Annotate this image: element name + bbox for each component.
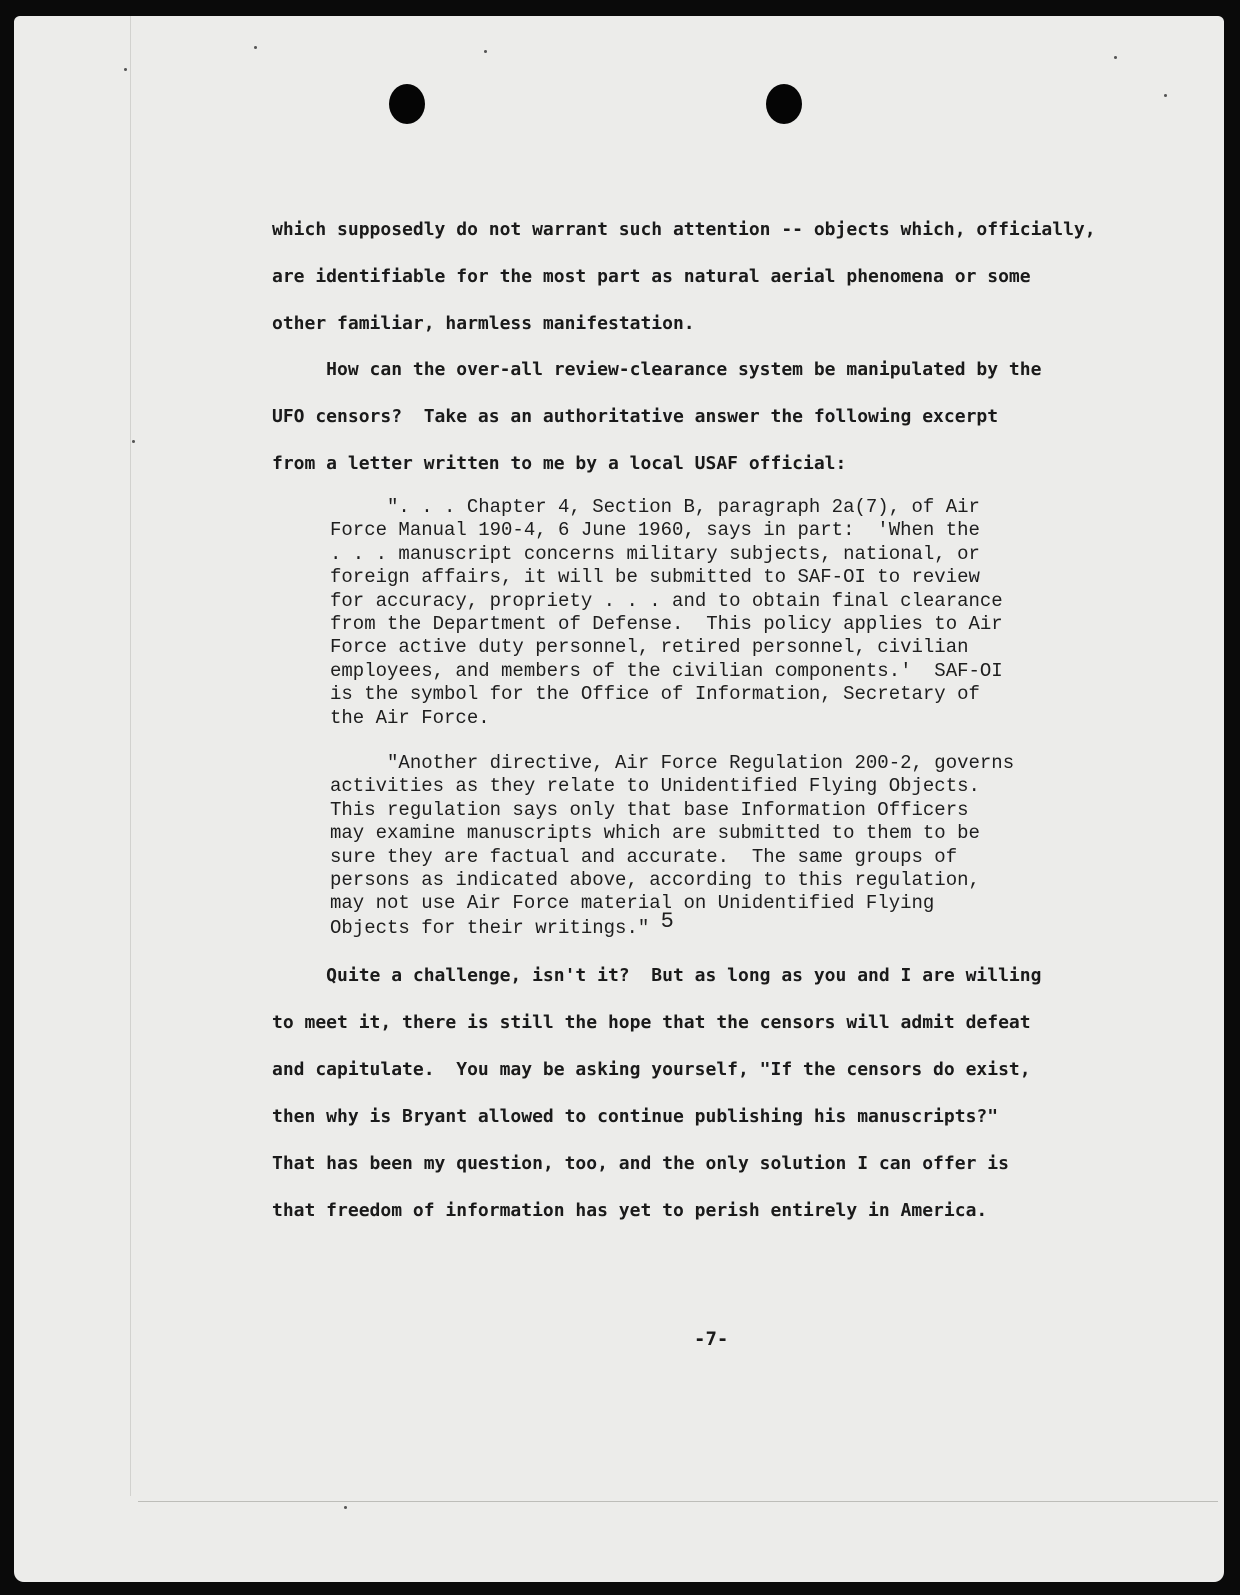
- quote-line: This regulation says only that base Information Officers: [330, 798, 969, 821]
- paragraph-3: [272, 952, 1202, 1234]
- quote-line: Force Manual 190-4, 6 June 1960, says in part: 'When the: [330, 519, 980, 542]
- speck: [132, 440, 135, 443]
- text-line: that freedom of information has yet to perish entirely in America.: [272, 1200, 988, 1221]
- text-line: from a letter written to me by a local USAF official:: [272, 453, 847, 474]
- quote-line-text: Objects for their writings.": [330, 916, 650, 939]
- block-quote-2: [330, 752, 1090, 940]
- block-quote-1: [330, 496, 1090, 730]
- quote-line: "Another directive, Air Force Regulation 200-2, governs: [330, 752, 1015, 774]
- quote-line: foreign affairs, it will be submitted to SAF-OI to review: [330, 566, 980, 589]
- quote-line: . . . manuscript concerns military subjects, national, or: [330, 542, 980, 565]
- quote-line: ". . . Chapter 4, Section B, paragraph 2a(7), of Air: [330, 496, 980, 518]
- quote-line: from the Department of Defense. This policy applies to Air: [330, 613, 1003, 636]
- text-line: to meet it, there is still the hope that the censors will admit defeat: [272, 1012, 1031, 1033]
- quote-line: employees, and members of the civilian components.' SAF-OI: [330, 659, 1003, 682]
- quote-line: the Air Force.: [330, 706, 490, 729]
- text-line: How can the over-all review-clearance system be manipulated by the: [272, 359, 1042, 380]
- quote-line: may examine manuscripts which are submitted to them to be: [330, 822, 980, 845]
- speck: [124, 68, 127, 71]
- quote-line: is the symbol for the Office of Information, Secretary of: [330, 683, 980, 706]
- speck: [344, 1506, 347, 1509]
- speck: [484, 50, 487, 53]
- quote-line: [330, 908, 1090, 940]
- bottom-edge-line: [138, 1501, 1218, 1502]
- document-page: [14, 16, 1224, 1582]
- quote-line: activities as they relate to Unidentified Flying Objects.: [330, 775, 980, 798]
- text-line: other familiar, harmless manifestation.: [272, 313, 695, 334]
- text-line: are identifiable for the most part as natural aerial phenomena or some: [272, 266, 1031, 287]
- text-line: UFO censors? Take as an authoritative answer the following excerpt: [272, 406, 999, 427]
- speck: [254, 46, 257, 49]
- fold-line: [130, 16, 131, 1496]
- punch-hole-left: [389, 84, 425, 124]
- speck: [1114, 56, 1117, 59]
- text-line: and capitulate. You may be asking yourself, "If the censors do exist,: [272, 1059, 1031, 1080]
- quote-line: may not use Air Force material on Unidentified Flying: [330, 892, 935, 915]
- text-line: That has been my question, too, and the only solution I can offer is: [272, 1153, 1009, 1174]
- paragraph-2: [272, 346, 1202, 487]
- quote-line: sure they are factual and accurate. The same groups of: [330, 845, 958, 868]
- paragraph-1: [272, 206, 1202, 347]
- text-line: Quite a challenge, isn't it? But as long as you and I are willing: [272, 965, 1042, 986]
- page-number: -7-: [694, 1328, 729, 1350]
- punch-hole-right: [766, 84, 802, 124]
- quote-line: for accuracy, propriety . . . and to obtain final clearance: [330, 589, 1003, 612]
- footnote-marker: 5: [660, 908, 674, 934]
- quote-line: Force active duty personnel, retired personnel, civilian: [330, 636, 969, 659]
- text-line: which supposedly do not warrant such attention -- objects which, officially,: [272, 219, 1096, 240]
- text-line: then why is Bryant allowed to continue publishing his manuscripts?": [272, 1106, 999, 1127]
- speck: [1164, 94, 1167, 97]
- quote-line: persons as indicated above, according to this regulation,: [330, 869, 980, 892]
